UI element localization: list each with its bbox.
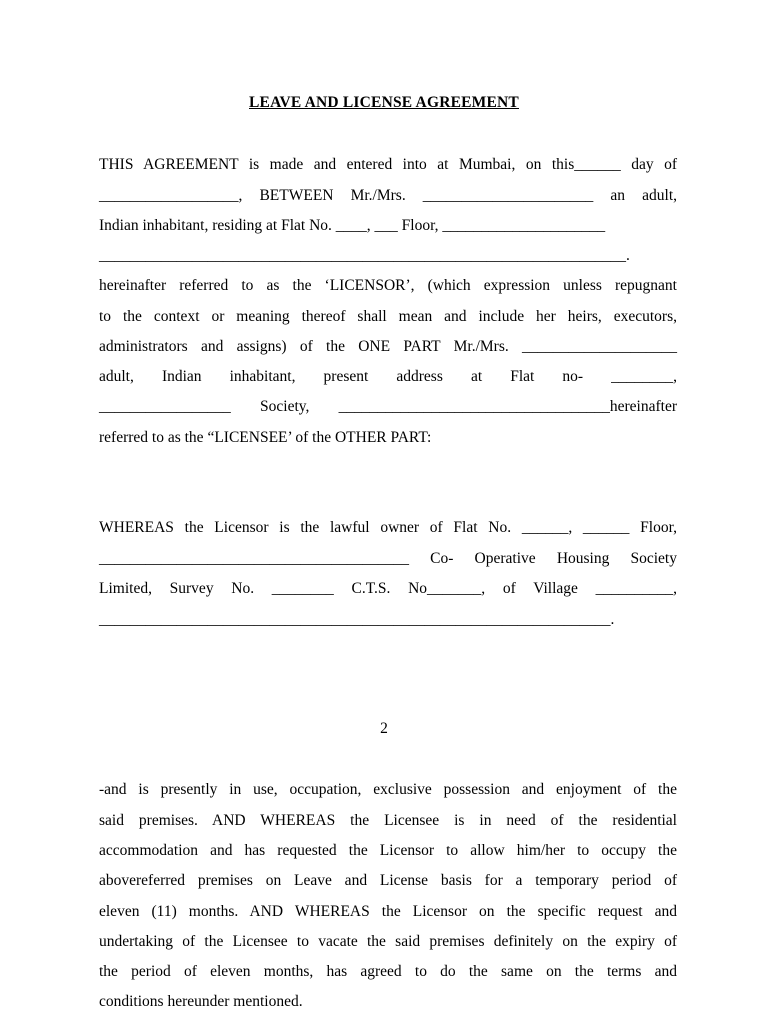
text-line: WHEREAS the Licensor is the lawful owner of Flat No. ______, ______ Floor, (99, 519, 677, 536)
text-line: -and is presently in use, occupation, exclusive possession and enjoyment of the (99, 781, 677, 798)
page-number: 2 (380, 720, 388, 737)
text-line: adult, Indian inhabitant, present address at Flat no- ________, (99, 368, 677, 385)
text-line: abovereferred premises on Leave and License basis for a temporary period of (99, 872, 677, 889)
text-line: ____________________________________________________________________. (99, 247, 630, 264)
text-line: to the context or meaning thereof shall mean and include her heirs, executors, (99, 308, 677, 325)
text-line: conditions hereunder mentioned. (99, 993, 303, 1010)
document-title: LEAVE AND LICENSE AGREEMENT (249, 94, 519, 111)
text-line: said premises. AND WHEREAS the Licensee is in need of the residential (99, 812, 677, 829)
text-line: __________________, BETWEEN Mr./Mrs. ______________________ an adult, (99, 187, 677, 204)
text-line: THIS AGREEMENT is made and entered into at Mumbai, on this______ day of (99, 156, 677, 173)
text-line: administrators and assigns) of the ONE PART Mr./Mrs. ____________________ (99, 338, 677, 355)
text-line: hereinafter referred to as the ‘LICENSOR’, (which expression unless repugnant (99, 277, 677, 294)
text-line: undertaking of the Licensee to vacate the said premises definitely on the expiry of (99, 933, 677, 950)
text-line: eleven (11) months. AND WHEREAS the Licensor on the specific request and (99, 903, 677, 920)
text-line: __________________________________________________________________. (99, 611, 615, 628)
text-line: referred to as the “LICENSEE’ of the OTHER PART: (99, 429, 432, 446)
text-line: Limited, Survey No. ________ C.T.S. No_______, of Village __________, (99, 580, 677, 597)
text-line: _________________ Society, ___________________________________hereinafter (99, 398, 677, 415)
text-line: ________________________________________ Co- Operative Housing Society (99, 550, 677, 567)
text-line: accommodation and has requested the Licensor to allow him/her to occupy the (99, 842, 677, 859)
text-line: Indian inhabitant, residing at Flat No. ____, ___ Floor, _____________________ (99, 217, 606, 234)
text-line: the period of eleven months, has agreed to do the same on the terms and (99, 963, 677, 980)
